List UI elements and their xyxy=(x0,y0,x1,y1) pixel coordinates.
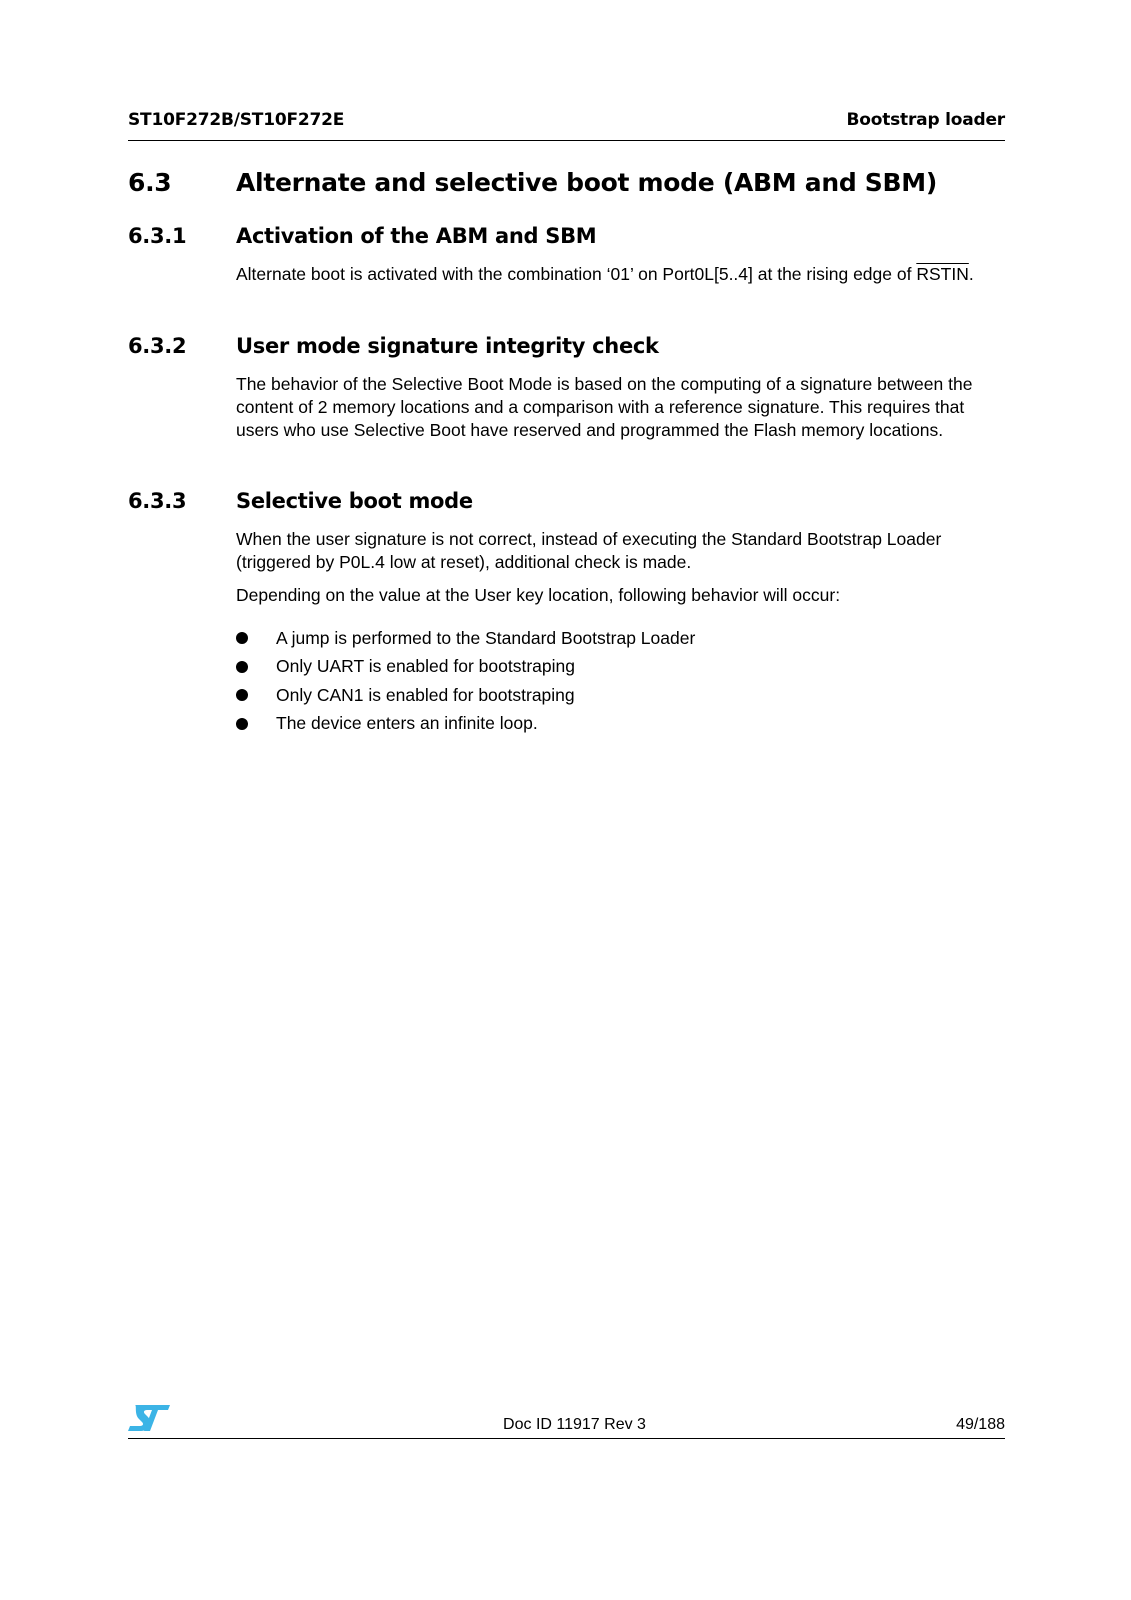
header-product: ST10F272B/ST10F272E xyxy=(128,110,345,130)
list-item-text: Only UART is enabled for bootstraping xyxy=(276,656,575,677)
bullet-icon xyxy=(236,689,248,701)
paragraph-user-key xyxy=(236,584,1005,607)
list-item xyxy=(236,710,1005,739)
paragraph-abm-activation xyxy=(236,263,1005,286)
subsection-heading-2 xyxy=(128,334,659,358)
behavior-list xyxy=(236,624,1005,738)
list-item-text: The device enters an infinite loop. xyxy=(276,713,538,734)
paragraph-selective-boot xyxy=(236,528,1005,574)
section-title: Alternate and selective boot mode (ABM and SBM) xyxy=(236,168,937,197)
section-heading xyxy=(128,168,937,197)
footer-doc-id: Doc ID 11917 Rev 3 xyxy=(503,1416,646,1433)
list-item xyxy=(236,624,1005,653)
subsection-number: 6.3.2 xyxy=(128,334,187,358)
list-item xyxy=(236,653,1005,682)
header-rule xyxy=(128,140,1005,141)
header-chapter: Bootstrap loader xyxy=(846,110,1005,130)
bullet-icon xyxy=(236,632,248,644)
subsection-title: User mode signature integrity check xyxy=(236,334,659,358)
bullet-icon xyxy=(236,661,248,673)
bullet-icon xyxy=(236,718,248,730)
page-header xyxy=(128,110,1005,130)
section-number: 6.3 xyxy=(128,168,172,197)
subsection-number: 6.3.1 xyxy=(128,224,187,248)
paragraph-text: When the user signature is not correct, instead of executing the Standard Bootstrap Loader (triggered by P0L.4 low at reset), additional check is made. xyxy=(236,529,942,572)
list-item xyxy=(236,681,1005,710)
subsection-title: Selective boot mode xyxy=(236,489,473,513)
rstin-signal: RSTIN xyxy=(916,264,969,284)
list-item-text: A jump is performed to the Standard Bootstrap Loader xyxy=(276,627,696,648)
paragraph-signature-check xyxy=(236,373,1005,442)
footer-rule xyxy=(128,1438,1005,1439)
footer-page-number: 49/188 xyxy=(956,1416,1005,1433)
subsection-heading-3 xyxy=(128,489,473,513)
paragraph-text: The behavior of the Selective Boot Mode is based on the computing of a signature between the content of 2 memory locations and a comparison with a reference signature. This requires that users who use Selective Boot have reserved and programmed the Flash memory locations. xyxy=(236,374,973,440)
paragraph-text: Alternate boot is activated with the combination ‘01’ on Port0L[5..4] at the rising edge of xyxy=(236,264,917,284)
list-item-text: Only CAN1 is enabled for bootstraping xyxy=(276,684,575,705)
subsection-number: 6.3.3 xyxy=(128,489,187,513)
subsection-title: Activation of the ABM and SBM xyxy=(236,224,597,248)
subsection-heading-1 xyxy=(128,224,596,248)
paragraph-text-end: . xyxy=(968,264,974,284)
paragraph-text: Depending on the value at the User key location, following behavior will occur: xyxy=(236,585,841,605)
